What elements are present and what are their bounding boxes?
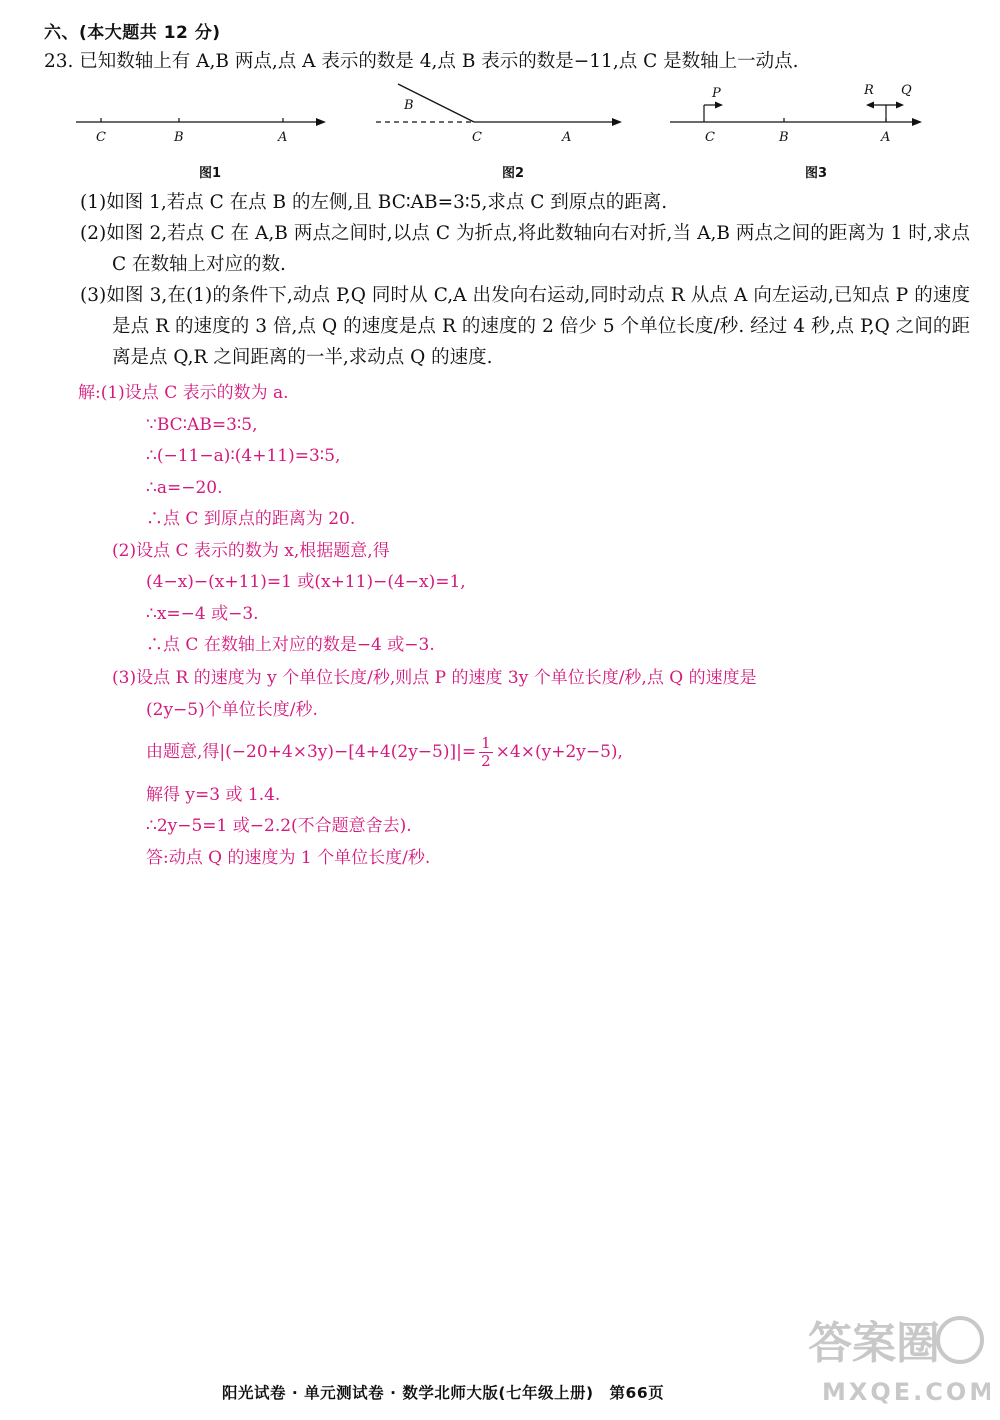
- solution-line: 解得 y=3 或 1.4.: [146, 784, 281, 805]
- section-heading: 六、(本大题共 12 分): [44, 23, 221, 43]
- solution-line: ∴2y−5=1 或−2.2(不合题意舍去).: [146, 816, 412, 836]
- figure-3: [664, 78, 934, 181]
- fig3-label-p: P: [712, 86, 721, 101]
- fig3-label-a: A: [881, 130, 891, 145]
- number-line-fig3: [664, 78, 934, 158]
- solution-line: 答:动点 Q 的速度为 1 个单位长度/秒.: [146, 847, 431, 868]
- solution-line: ∴(−11−a)∶(4+11)=3∶5,: [146, 446, 341, 466]
- fig3-label-q: Q: [901, 83, 912, 98]
- fraction-denominator: 2: [481, 752, 491, 770]
- fig1-label-a: A: [278, 130, 288, 145]
- question-part-3: (3)如图 3,在(1)的条件下,动点 P,Q 同时从 C,A 出发向右运动,同时动点 R 从点 A 向左运动,已知点 P 的速度是点 R 的速度的 3 倍,点 Q 的速度是点 R 的速度的 2 倍少 5 个单位长度/秒. 经过 4 秒,点 P,Q 之间的距离是点 Q,R 之间距离的一半,求动点 Q 的速度.: [80, 285, 970, 368]
- solution-equation: [78, 726, 978, 780]
- equation-left: 由题意,得|(−20+4×3y)−[4+4(2y−5)]|=: [146, 741, 477, 762]
- solution-line: ∴点 C 到原点的距离为 20.: [146, 509, 356, 529]
- solution-line: (4−x)−(x+11)=1 或(x+11)−(4−x)=1,: [146, 572, 466, 592]
- fig2-label-a: A: [562, 130, 572, 145]
- solution-line: (2y−5)个单位长度/秒.: [146, 699, 318, 720]
- number-line-fig2: [370, 78, 630, 158]
- watermark-main-text: 答案圈: [808, 1318, 940, 1369]
- question-part-2: (2)如图 2,若点 C 在 A,B 两点之间时,以点 C 为折点,将此数轴向右对折,当 A,B 两点之间的距离为 1 时,求点 C 在数轴上对应的数.: [80, 223, 970, 275]
- equation-right: ×4×(y+2y−5),: [495, 741, 623, 762]
- fraction-one-half: [479, 735, 493, 770]
- solution-line: 解:(1)设点 C 表示的数为 a.: [78, 383, 289, 403]
- solution-line: (2)设点 C 表示的数为 x,根据题意,得: [112, 540, 390, 561]
- fig3-label-b: B: [779, 130, 789, 145]
- solution-block: [78, 378, 978, 874]
- figure-2: [370, 78, 630, 181]
- fig3-label-c: C: [705, 130, 715, 145]
- watermark-sub-text: MXQE.COM: [822, 1378, 990, 1406]
- solution-line: ∴点 C 在数轴上对应的数是−4 或−3.: [146, 635, 435, 655]
- fig1-label-b: B: [174, 130, 184, 145]
- fig1-label-c: C: [96, 130, 106, 145]
- fig3-label-r: R: [864, 83, 874, 98]
- fig3-rq-double-arrow-icon: [866, 102, 904, 123]
- figure-1: [70, 78, 335, 181]
- question-stem: 23. 已知数轴上有 A,B 两点,点 A 表示的数是 4,点 B 表示的数是−11,点 C 是数轴上一动点.: [44, 51, 799, 72]
- solution-line: ∵BC∶AB=3∶5,: [146, 414, 258, 435]
- fig2-caption: 图2: [501, 166, 525, 181]
- fig3-p-arrow-icon: [704, 102, 723, 123]
- fig1-caption: 图1: [198, 166, 222, 181]
- solution-line: ∴a=−20.: [146, 477, 223, 498]
- fig2-label-b: B: [404, 98, 414, 113]
- question-parts: [80, 187, 970, 373]
- page-footer: 阳光试卷 · 单元测试卷 · 数学北师大版(七年级上册) 第66页: [222, 1384, 665, 1402]
- fig2-label-c: C: [472, 130, 482, 145]
- question-part-1: (1)如图 1,若点 C 在点 B 的左侧,且 BC∶AB=3∶5,求点 C 到原点的距离.: [80, 192, 668, 213]
- solution-line: ∴x=−4 或−3.: [146, 603, 259, 624]
- figure-row: [0, 78, 1000, 188]
- solution-line: (3)设点 R 的速度为 y 个单位长度/秒,则点 P 的速度 3y 个单位长度/秒,点 Q 的速度是: [112, 667, 757, 688]
- fraction-numerator: 1: [481, 734, 491, 752]
- watermark-logo: [800, 1300, 990, 1410]
- fig3-caption: 图3: [804, 166, 828, 181]
- number-line-fig1: [70, 78, 335, 158]
